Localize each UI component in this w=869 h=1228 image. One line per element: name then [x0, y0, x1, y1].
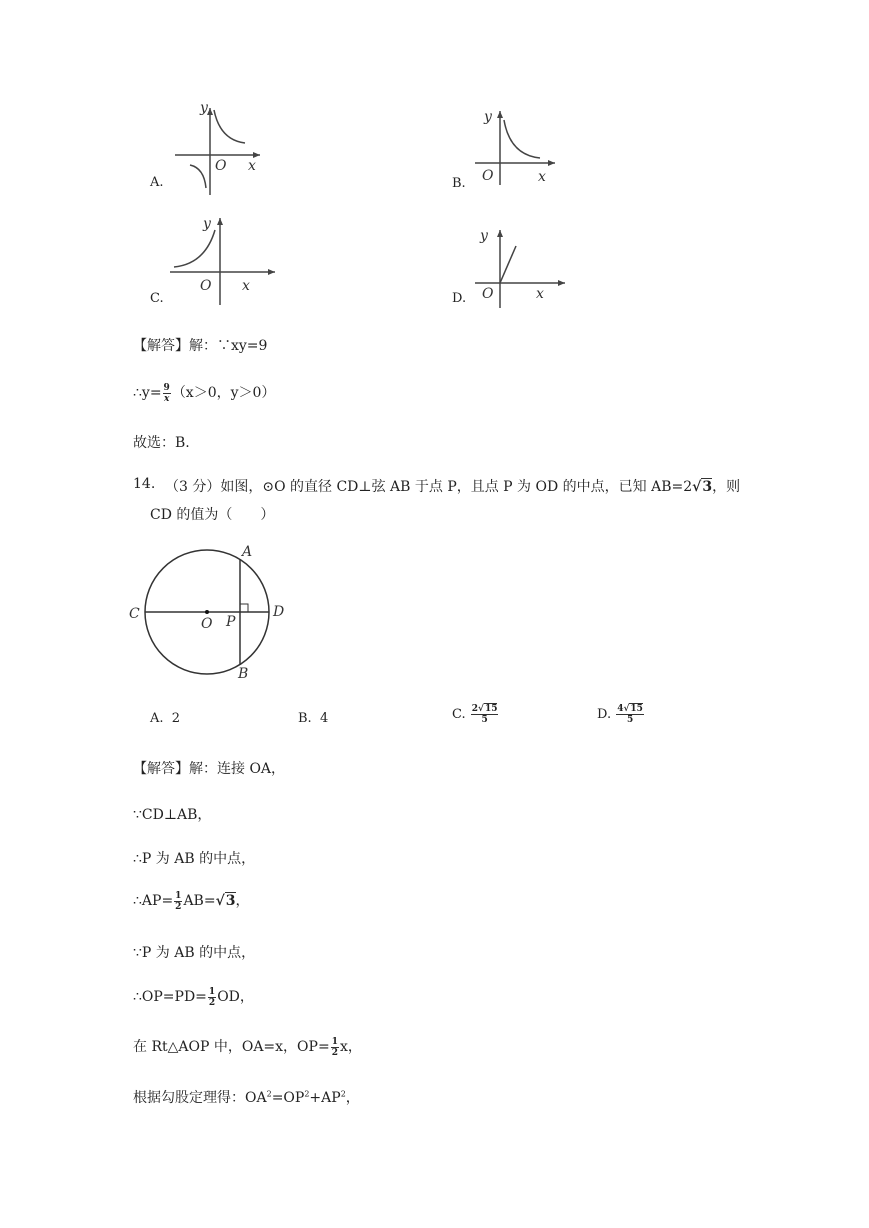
solution-line-3: ∴P 为 AB 的中点， [133, 851, 256, 867]
line-graph [500, 246, 516, 283]
y-label: y [203, 216, 211, 232]
label-d: D [273, 604, 285, 620]
fraction: $\frac{2√15}{5}$ [471, 704, 498, 725]
y-label: y [484, 109, 492, 125]
option-letter-c: C. [150, 291, 164, 306]
right-angle-mark [240, 604, 248, 612]
x-label: x [242, 278, 250, 294]
solution-line-7: 在 Rt△AOP 中，OA=x，OP= $\frac{1}{2}$ x， [133, 1036, 362, 1058]
fraction: $\frac{9}{x}$ [163, 382, 170, 404]
q13-conclusion: 故选：B. [133, 435, 190, 451]
q14-text-line2: CD 的值为（ ） [150, 507, 275, 523]
q14-option-c: C. $\frac{2√15}{5}$ [452, 704, 498, 725]
label-b: B [238, 666, 249, 682]
option-letter-d: D. [452, 291, 467, 306]
curve-q1 [504, 120, 540, 158]
label-c: C [129, 606, 140, 622]
origin-label: O [200, 278, 212, 294]
q14-option-a: A. 2 [150, 711, 181, 726]
sqrt-expression: √3 [215, 893, 236, 909]
graph-option-c [170, 212, 280, 307]
q14-text-line1: （3 分）如图，⊙O 的直径 CD⊥弦 AB 于点 P，且点 P 为 OD 的中点，已知 AB=2√3，则 [165, 479, 741, 495]
origin-label: O [482, 286, 494, 302]
origin-label: O [215, 158, 227, 174]
x-label: x [538, 169, 546, 185]
sqrt-expression: √3 [692, 479, 713, 495]
q13-answer-line2: ∴y= $\frac{9}{x}$ （x＞0，y＞0） [133, 382, 276, 404]
curve-q1 [214, 110, 245, 143]
solution-line-5: ∵P 为 AB 的中点， [133, 945, 256, 961]
curve-q3 [190, 165, 206, 188]
option-letter-b: B. [452, 176, 466, 191]
solution-line-2: ∵CD⊥AB， [133, 807, 212, 823]
fraction: $\frac{1}{2}$ [175, 890, 182, 912]
q14-option-d: D. $\frac{4√15}{5}$ [597, 704, 643, 725]
q14-option-b: B. 4 [298, 711, 329, 726]
fraction: $\frac{4√15}{5}$ [617, 704, 643, 725]
circle-figure [125, 540, 295, 685]
curve-q2 [174, 230, 215, 267]
solution-line-1: 【解答】解：连接 OA， [133, 761, 286, 777]
option-letter-a: A. [150, 175, 164, 190]
solution-line-8: 根据勾股定理得：$OA^2=OP^2+AP^2$， [133, 1089, 360, 1106]
x-label: x [248, 158, 256, 174]
graph-option-d [470, 220, 570, 310]
solution-line-6: ∴OP=PD= $\frac{1}{2}$ OD， [133, 986, 254, 1008]
center-point [205, 610, 209, 614]
y-label: y [480, 228, 488, 244]
fraction: $\frac{1}{2}$ [331, 1036, 338, 1058]
fraction: $\frac{1}{2}$ [208, 986, 216, 1008]
origin-label: O [482, 168, 494, 184]
q14-number: 14. [133, 476, 156, 492]
solution-line-4: ∴AP= $\frac{1}{2}$ AB=√3， [133, 890, 250, 912]
label-p: P [226, 614, 236, 630]
label-a: A [242, 544, 253, 560]
graph-option-a [170, 100, 270, 195]
q13-answer-header: 【解答】解：∵xy=9 [133, 338, 268, 354]
y-label: y [200, 100, 208, 116]
label-o: O [201, 616, 213, 632]
graph-option-b [470, 105, 560, 190]
x-label: x [536, 286, 544, 302]
